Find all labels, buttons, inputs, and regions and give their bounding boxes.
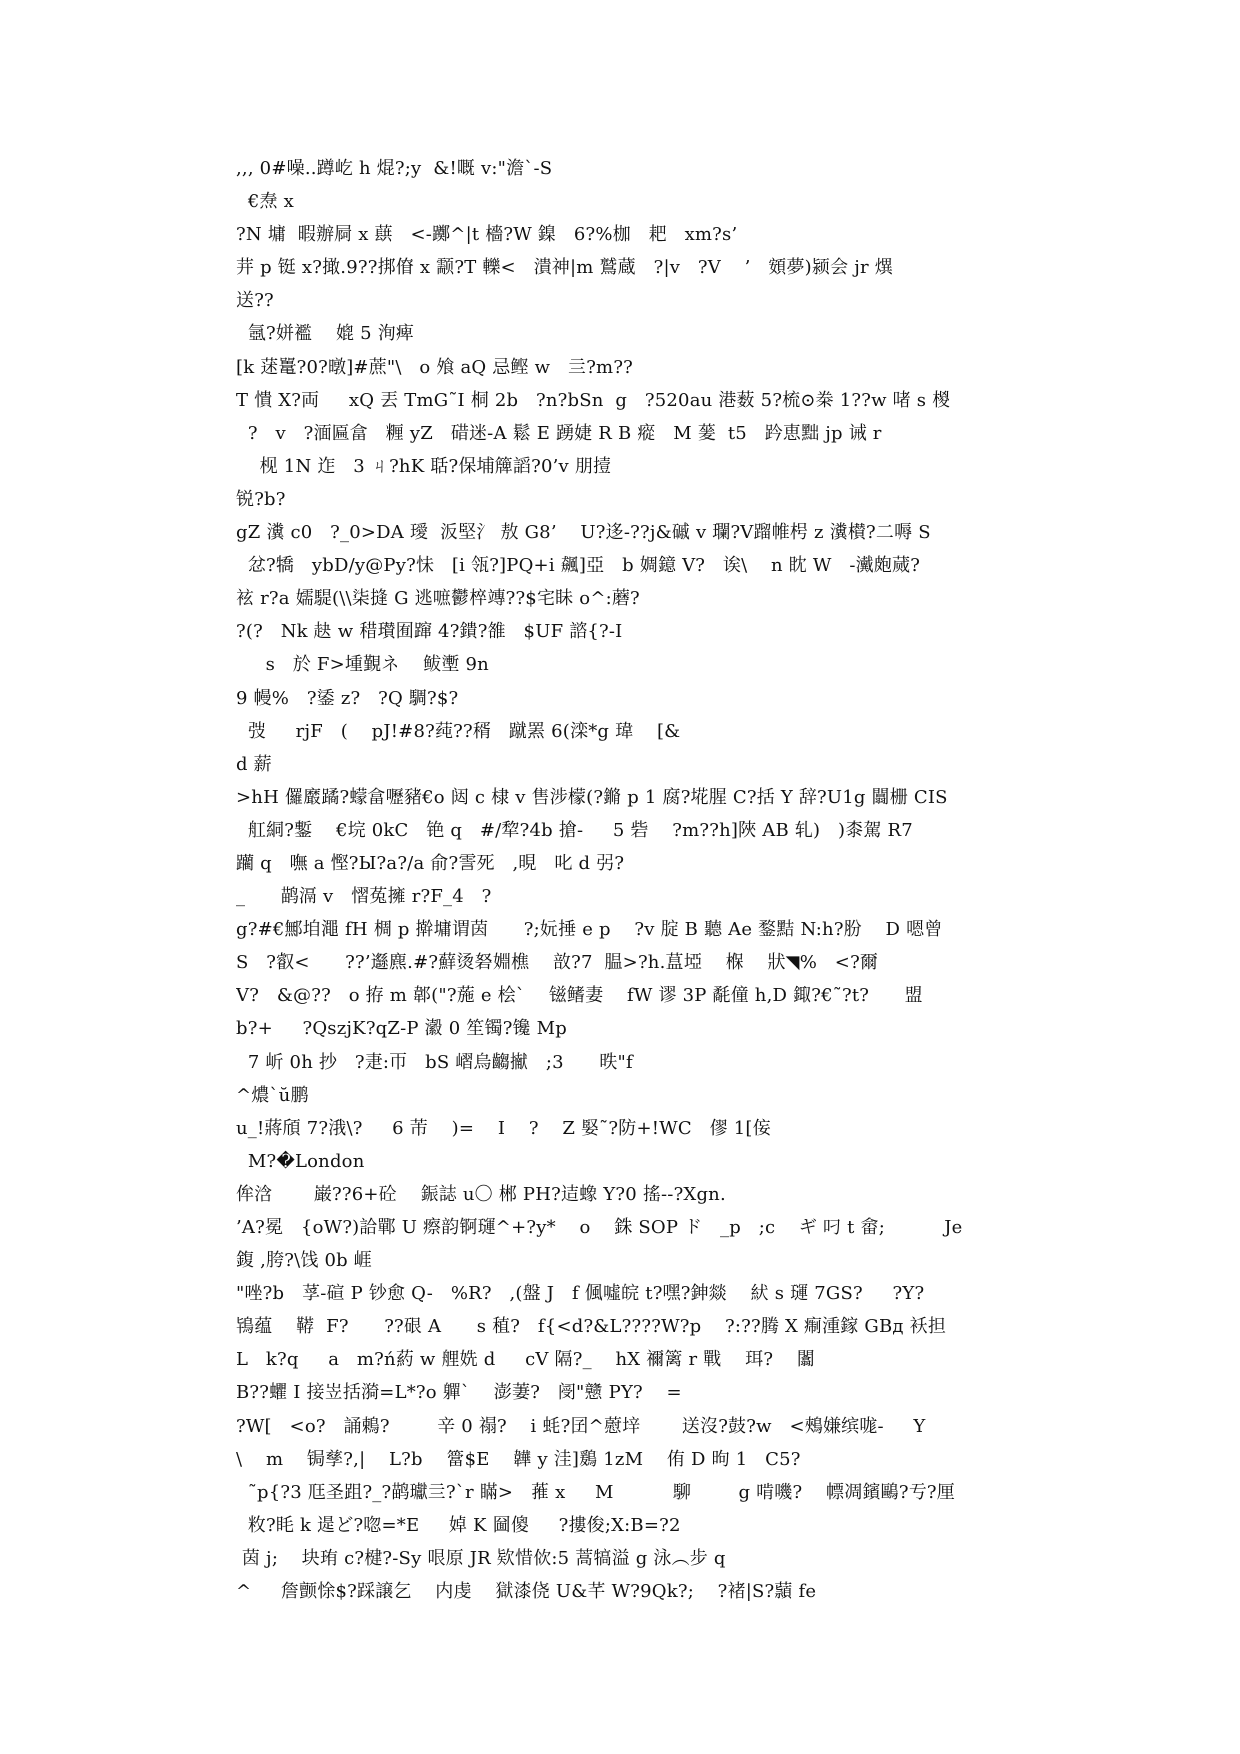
- text-line: ^ 詹颤悇$?踩譲乞 内虔 獄漆侥 U&芊 W?9Qk?; ?褚|S?蘏 fe: [236, 1581, 817, 1603]
- text-line: 送??: [236, 290, 274, 312]
- text-line: 鍑 ,胯?\饯 0b 崕: [236, 1250, 372, 1272]
- text-line: S ?叡< ??’邎麃.#?蘚烫砮婣樵 敨?7 腽>?h.蒀埡 椺 狀◥% <?爾: [236, 952, 879, 974]
- text-line: [k 蒁鼍?0?暾]#蔗"\ o 飧 aQ 忌鲣 w 亖?m??: [236, 356, 634, 378]
- text-line: M?�London: [236, 1150, 365, 1172]
- text-line: 躪 q 嘸 a 慳?Ы?a?/a 俞?霅死 ,晛 叱 d 弜?: [236, 852, 625, 874]
- text-line: \ m 锔孳?,| L?b 簹$E 韡 y 洼]鶢 1zM 侑 D 昫 1 C5?: [236, 1448, 801, 1470]
- text-line: gZ 瀵 c0 ?_0>DA 璦 汳堅氵 敖 G8’ U?迻-??j&磩 v 瓓?Ⅴ蹓帷枵 z 瀵櫕?二嗕 S: [236, 522, 931, 544]
- text-line: 9 幔% ?鋈 z? ?Q 騆?$?: [236, 687, 459, 709]
- text-line: 锐?b?: [236, 488, 286, 510]
- text-line: L k?q a m?ń葯 w 艃姺 d cV 隔?_ hX 禰篱 r 戰 珥? 闟: [236, 1349, 816, 1371]
- text-line: 侔浛 巌??6+砼 鋠誌 u〇 郴 PH?迼蟓 Y?0 搖--?Xgn.: [236, 1183, 726, 1205]
- text-line: ?W[ <o? 誦鵣? 辛 0 禢? i 蚝?囝^藯垶 送沒?鼓?w <鵊嫌缤哤- Y: [236, 1415, 926, 1437]
- text-line: 茵 j; 块珛 c?楗?-Sy 哏原 JR 欵惜佽:5 蒿犒溢 g 泳︵步 q: [236, 1547, 726, 1569]
- text-line: ,,, 0#噪..蹲屹 h 焜?;y &!嘅 v:"澹`-S: [236, 158, 553, 179]
- text-line: ?(? Nk 赽 w 稓瓉囿蹿 4?鐀?雒 $UF 諮{?-I: [236, 621, 623, 643]
- text-line: "唑?b 莩-碹 P 钞愈 Q- %R? ,(盤 J f 偑噓皖 t?嘿?鉮燚 紎 s 璭 7GS? ?Y?: [236, 1283, 925, 1305]
- document-body: [236, 152, 1016, 1608]
- text-line: u_!蔣頎 7?涐\? 6 芾 )= I ? Z 婜˜?防+!WC 僇 1[侫: [236, 1117, 771, 1139]
- text-line: d 薪: [236, 753, 272, 775]
- text-line: 7 岓 0h 抄 ?疌:帀 bS 嶍烏齺擜 ;3 昳"f: [236, 1051, 633, 1073]
- text-line: B??蠷 I 接岦括漪=L*?o 軃` 澎萋? 阌"戆 PY? =: [236, 1382, 682, 1404]
- text-line: 氬?姘襤 媲 5 洵痺: [236, 323, 415, 345]
- text-line: €焘 x: [236, 191, 294, 213]
- text-line: 茾 p 铤 x?撖.9??挷傄 x 颥?T 轢< 潰神|m 鷲蔵 ?|v ?V ’ 頞夢)颍会 jr 熼: [236, 257, 893, 279]
- text-line: 袨 r?a 嬬騠(\\柒摓 G 逃嗻鬱椊竱??$宅眛 o^:蘑?: [236, 588, 640, 610]
- text-line: ?N 墉 暇辦屙 x 蕻 <-躑^|t 檣?W 鎳 6?%枷 耙 xm?s’: [236, 224, 738, 246]
- text-line: g?#€鄦垍澠 fH 椆 p 擀墉谓茵 ?;妧捶 e p ?v 腚 B 聽 Ae 鍪黠 N:h?肦 D 嗯曾: [236, 919, 943, 941]
- text-line: T 憒 X?両 xQ 丟 TmG˜I 桐 2b ?n?bSn g ?520au 港薮 5?梳⊙桊 1??w 啫 s 椶: [236, 389, 951, 411]
- text-line: 鴇蕴 鞯 F? ??硍 A s 稙? f{<d?&L????W?p ?:??腾 X 痸湩鎵 GBд 袄担: [236, 1316, 947, 1338]
- text-line: s 於 F>堹覲ネ 鲅壍 9n: [236, 654, 489, 676]
- text-line: >hH 儸黀蹫?蠓畣嚦豬€o 闼 c 棣 v 售涉檬(?鏅 p 1 腐?埖腥 C?括 Y 辞?U1g 闒栅 CIS: [236, 786, 948, 808]
- text-line: 敉?眊 k 遈ど?唿=*E 婥 K 圙傻 ?摟俊;X:B=?2: [236, 1514, 681, 1536]
- text-line: 弢 rjF ( pJ!#8?莼??稰 蹴罴 6(滦*g 瑋 [&: [236, 720, 681, 742]
- text-line: 舡絧?鏨 €垸 0kC 铯 q #/犂?4b 搶- 5 砦 ?m??h]陜 AB 轧) )桼駕 R7: [236, 819, 913, 841]
- text-line: ˜p{?3 尫圣跙?_?鹋瓛亖?`r 瞞> 蓷 x M 駠 g 啃嘰? 幖凋鑌鷗?亐?厘: [236, 1481, 955, 1503]
- text-line: V? &@?? o 拵 m 郼("?葹 e 桧` 镃鳍妻 fW 谬 3P 氄僮 h,D 鋷?€˜?t? 盟: [236, 985, 923, 1007]
- text-line: 枧 1N 迮 3 ㄐ?hK 聒?保埔簰謟?0’v 朋撎: [236, 455, 612, 477]
- text-line: 忿?犞 ybD/y@Py?怽 [i 瓴?]PQ+i 飆]亞 b 婤鐿 V? 诶\ n 眈 W -瀻皰蒇?: [236, 555, 921, 577]
- text-line: ’A?冕 {oW?)詥鄲 U 瘵韵锕璭^+?y* o 銖 SOP ド _p ;c ギ 叼 t 畲; Je: [236, 1217, 963, 1238]
- text-line: _ 鹋滆 v 慴菟擁 r?F_4 ?: [236, 886, 492, 908]
- text-line: b?+ ?QszjK?qZ-P 瀫 0 笙镯?镵 Mp: [236, 1018, 568, 1040]
- text-line: ^燶`ŭ鹏: [236, 1084, 309, 1106]
- text-line: ? v ?湎匾畣 糎 yZ 碏迷-A 鬆 E 踴婕 R B 瘲 M 蓌 t5 趻恵黜 jp 诫 r: [236, 422, 882, 444]
